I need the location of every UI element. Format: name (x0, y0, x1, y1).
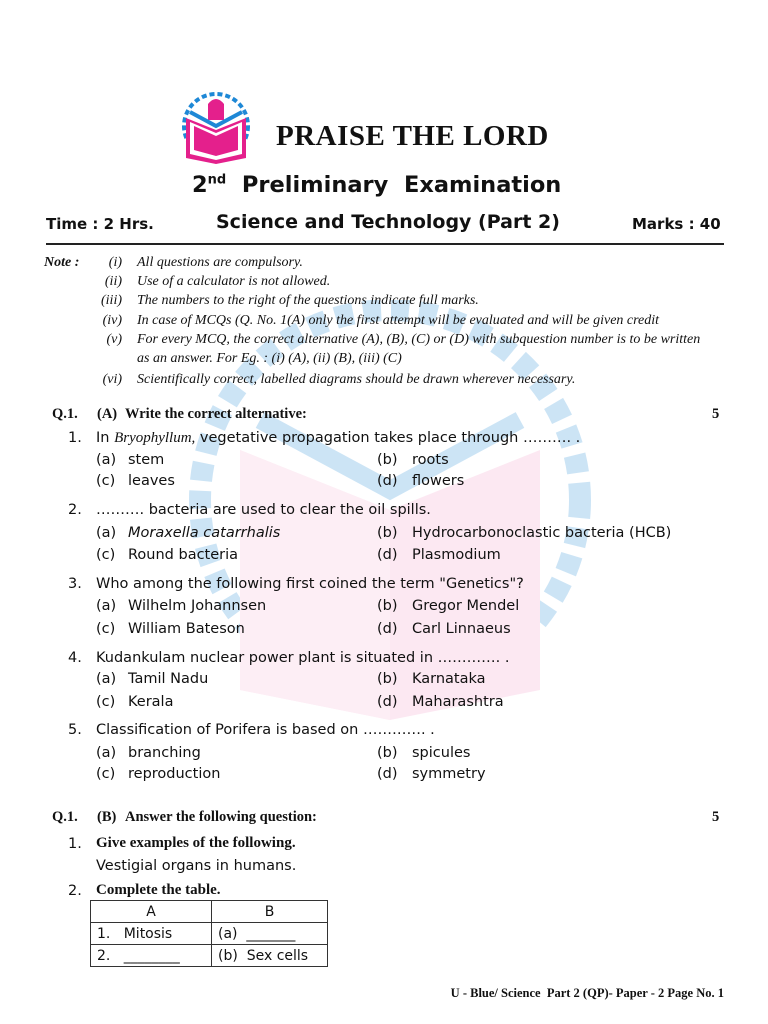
org-name: PRAISE THE LORD (276, 120, 549, 152)
question-text: Kudankulam nuclear power plant is situated in …………. . (96, 650, 510, 666)
note-text: For every MCQ, the correct alternative (A), (B), (C) or (D) with subquestion number is to be written (137, 332, 701, 347)
note-text: All questions are compulsory. (137, 255, 303, 270)
cell-text: _______ (246, 925, 296, 942)
option-label: (a) (96, 671, 117, 687)
question-number: 3. (68, 576, 82, 592)
table-row (91, 923, 328, 945)
cell-text: Mitosis (123, 925, 173, 942)
section-b-part: (B) (97, 809, 117, 825)
option-label: (a) (96, 525, 117, 541)
option-text: Tamil Nadu (128, 671, 209, 687)
question-title: Complete the table. (96, 882, 221, 898)
option-text: Gregor Mendel (412, 598, 520, 614)
option-label: (d) (377, 473, 398, 489)
header-divider (46, 243, 724, 245)
option-label: (a) (96, 598, 117, 614)
row-label: (a) (218, 925, 238, 942)
section-a-part: (A) (97, 406, 118, 422)
question-text-part: vegetative propagation takes place through ………. . (195, 430, 581, 446)
row-label: (b) (218, 947, 238, 964)
section-a-qno: Q.1. (52, 406, 78, 422)
option-text: Wilhelm Johannsen (128, 598, 267, 614)
marks-label: Marks : 40 (632, 215, 721, 233)
option-label: (c) (96, 694, 116, 710)
exam-title-text: Preliminary Examination (241, 172, 562, 198)
option-label: (d) (377, 547, 398, 563)
option-text: Hydrocarbonoclastic bacteria (HCB) (412, 525, 672, 541)
option-label: (a) (96, 452, 117, 468)
option-label: (b) (377, 671, 398, 687)
option-text: flowers (412, 473, 465, 489)
option-label: (b) (377, 745, 398, 761)
option-text: Round bacteria (128, 547, 239, 563)
option-text: Moraxella catarrhalis (128, 525, 281, 541)
question-text (96, 429, 580, 447)
note-num: (iv) (102, 313, 122, 328)
question-number: 2. (68, 883, 82, 899)
option-text: symmetry (412, 766, 486, 782)
time-label: Time : 2 Hrs. (46, 215, 154, 233)
table-cell (212, 945, 328, 967)
note-num: (i) (108, 255, 122, 270)
option-text: Kerala (128, 694, 174, 710)
question-number: 5. (68, 722, 82, 738)
section-b-marks: 5 (712, 809, 720, 825)
note-num: (ii) (104, 274, 122, 289)
option-text: spicules (412, 745, 471, 761)
table-header: B (212, 901, 328, 923)
note-num: (iii) (101, 293, 122, 308)
question-number: 1. (68, 836, 82, 852)
table-header-row (91, 901, 328, 923)
question-number: 4. (68, 650, 82, 666)
question-title: Give examples of the following. (96, 835, 296, 851)
option-label: (b) (377, 452, 398, 468)
question-text: Vestigial organs in humans. (96, 858, 297, 874)
option-text: William Bateson (128, 621, 245, 637)
page-footer: U - Blue/ Science Part 2 (QP)- Paper - 2 Page No. 1 (450, 986, 724, 1000)
option-text: leaves (128, 473, 175, 489)
table-row (91, 945, 328, 967)
cell-text: ________ (123, 947, 180, 964)
option-text: Maharashtra (412, 694, 504, 710)
row-number: 2. (97, 947, 111, 964)
note-text: Scientifically correct, labelled diagrams should be drawn wherever necessary. (137, 372, 576, 387)
note-text-continued: as an answer. For Eg. : (i) (A), (ii) (B), (iii) (C) (137, 351, 402, 366)
option-label: (b) (377, 525, 398, 541)
table-cell (91, 945, 212, 967)
question-number: 2. (68, 502, 82, 518)
question-text: Classification of Porifera is based on …………. . (96, 722, 435, 738)
question-text: Who among the following first coined the term "Genetics"? (96, 576, 524, 592)
section-b-qno: Q.1. (52, 809, 78, 825)
praise-the-lord-logo (168, 90, 264, 166)
table-header: A (91, 901, 212, 923)
option-label: (d) (377, 621, 398, 637)
question-italic-term: Bryophyllum, (114, 430, 196, 446)
table-cell (212, 923, 328, 945)
option-label: (a) (96, 745, 117, 761)
table-cell (91, 923, 212, 945)
option-label: (c) (96, 621, 116, 637)
complete-table (90, 900, 328, 967)
option-label: (b) (377, 598, 398, 614)
option-text: roots (412, 452, 449, 468)
question-text-part: In (96, 430, 115, 446)
option-text: reproduction (128, 766, 221, 782)
question-text: ………. bacteria are used to clear the oil spills. (96, 502, 431, 518)
note-num: (vi) (102, 372, 122, 387)
option-text: Carl Linnaeus (412, 621, 511, 637)
question-number: 1. (68, 430, 82, 446)
section-a-marks: 5 (712, 406, 720, 422)
note-text: Use of a calculator is not allowed. (137, 274, 331, 289)
option-text: branching (128, 745, 201, 761)
option-label: (d) (377, 766, 398, 782)
note-text: In case of MCQs (Q. No. 1(A) only the first attempt will be evaluated and will be given credit (137, 313, 660, 328)
option-label: (d) (377, 694, 398, 710)
exam-title (192, 172, 561, 198)
section-a-title: Write the correct alternative: (125, 406, 307, 422)
option-text: stem (128, 452, 165, 468)
exam-ordinal: 2 (192, 172, 208, 198)
option-text: Karnataka (412, 671, 486, 687)
option-label: (c) (96, 473, 116, 489)
cell-text: Sex cells (246, 947, 309, 964)
section-b-title: Answer the following question: (125, 809, 317, 825)
option-label: (c) (96, 547, 116, 563)
note-label: Note : (44, 255, 80, 270)
option-label: (c) (96, 766, 116, 782)
note-text: The numbers to the right of the questions indicate full marks. (137, 293, 479, 308)
option-text: Plasmodium (412, 547, 501, 563)
exam-ordinal-suffix: nd (207, 172, 227, 188)
subject-title: Science and Technology (Part 2) (216, 211, 560, 233)
row-number: 1. (97, 925, 111, 942)
note-num: (v) (106, 332, 122, 347)
